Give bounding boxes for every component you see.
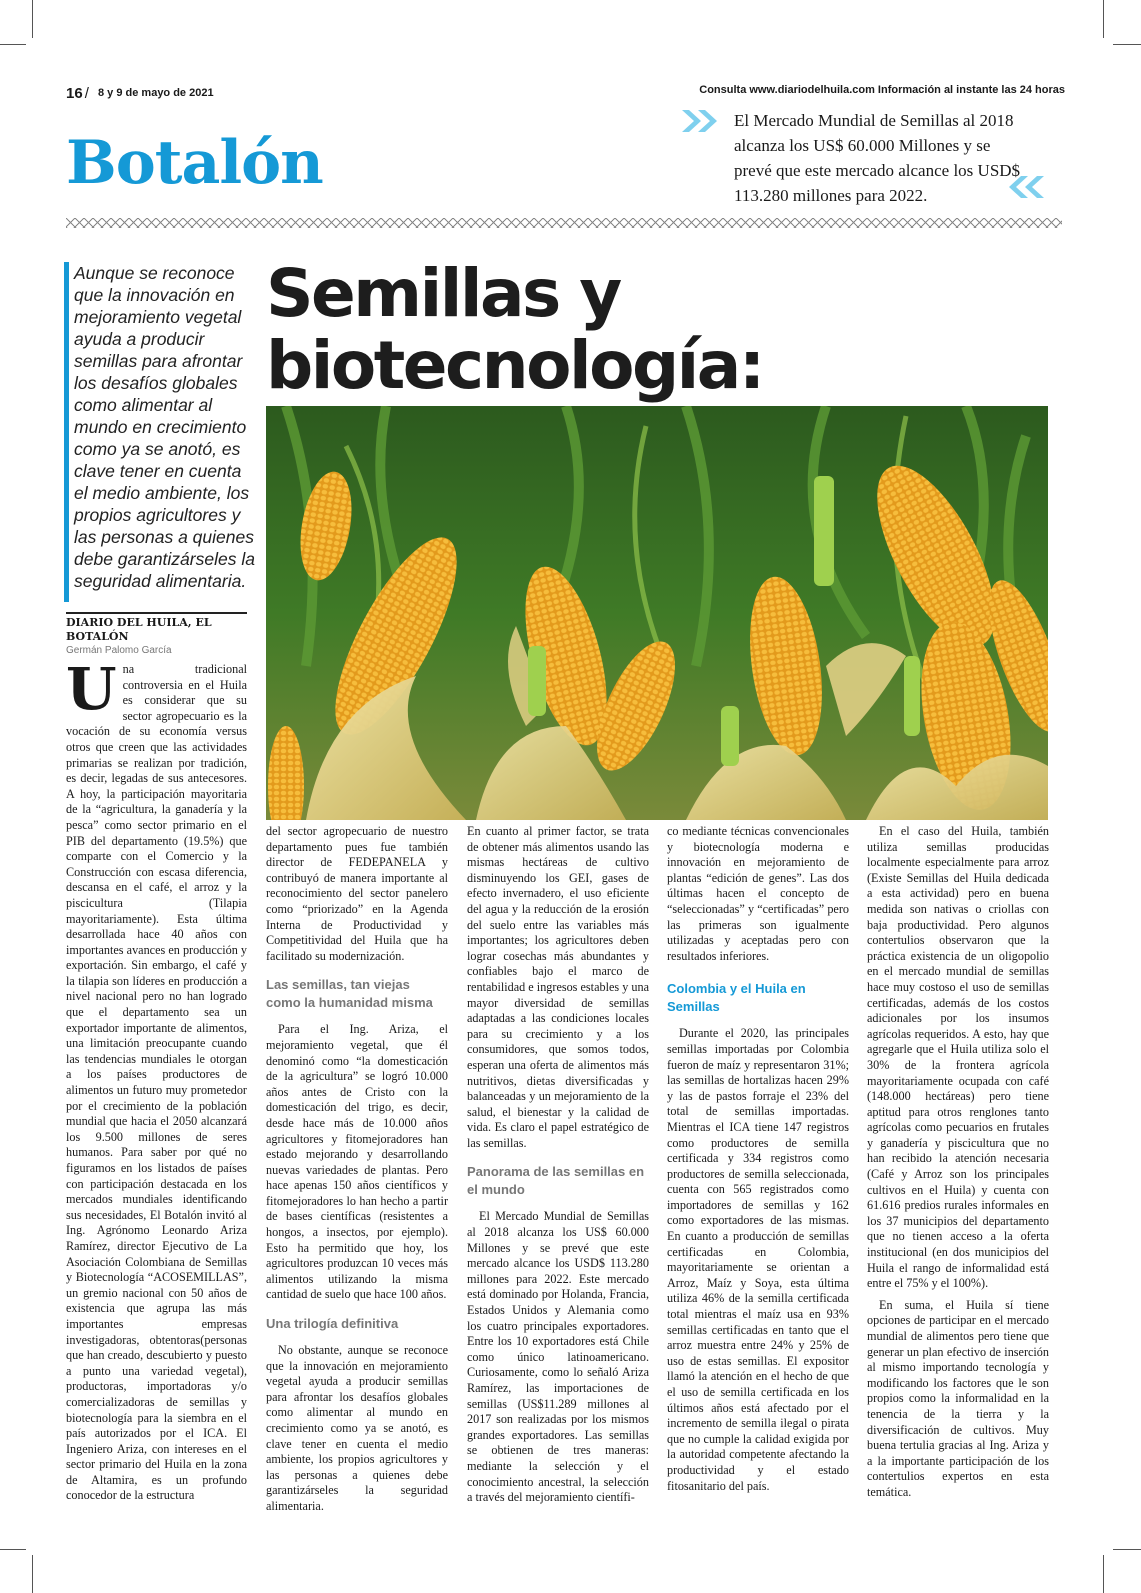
page-number: 16 / — [66, 85, 89, 102]
lede-quote: Aunque se reconoce que la innovación en mejoramiento vegetal ayuda a producir semillas para afrontar los desafíos globales como alimentar al mundo en crecimiento como ya se anotó, es clave tener en cuenta el medio ambiente, los propios agricultores y las personas a quienes debe garantizárseles la seguridad alimentaria. — [64, 262, 259, 602]
page-date: 8 y 9 de mayo de 2021 — [98, 87, 214, 99]
article-column-1 — [66, 655, 247, 1504]
paragraph: co mediante técnicas convencionales y biotecnología moderna e innovación en mejoramiento de plantas “edición de genes”. Las dos últimas hacen el concepto de “seleccionadas” y “certificadas” pero las primeras son igualmente utilizadas y aceptadas pero con resultados inferiores. — [667, 824, 849, 963]
subheading: Una trilogía definitiva — [266, 1316, 399, 1332]
crop-mark — [1103, 1555, 1104, 1593]
divider — [66, 218, 1062, 228]
headline: Semillas y biotecnología: — [266, 255, 763, 404]
crop-mark — [0, 44, 26, 45]
paragraph: Para el Ing. Ariza, el mejoramiento vegetal, que él denominó como “la domesticación de la agricultura” se logró 10.000 años antes de Cristo con la domesticación del trigo, es decir, desde hace más de 10.000 años agricultores y fitomejoradores han estado mejorando y desarrollando nuevas variedades de plantas. Pero hace apenas 150 años científicos y fitomejoradores lo han hecho a partir de bases científicas (resistentes a hongos, a insectos, por ejemplo). Esto ha permitido que hoy, los agricultores produzcan 10 veces más alimentos utilizando la misma cantidad de suelo que hace 100 años. — [266, 1022, 448, 1302]
subheading: Las semillas, tan viejas como la humanidad misma — [266, 977, 433, 1011]
article-column-5 — [867, 824, 1049, 1501]
corn-photo — [266, 406, 1048, 820]
crop-mark — [32, 0, 33, 38]
chevron-right-icon — [680, 106, 722, 136]
chevron-left-icon — [1004, 172, 1046, 202]
paragraph: na tradicional controversia en el Huila es considerar que su sector agropecuario es la vocación de su economía versus otros que creen que las actividades primarias se realizan por tradición, es decir, legadas de sus antecesores. A hoy, la participación mayoritaria de la “agricultura, la ganadería y la pesca” como sector primario en el PIB del departamento (19.5%) que comparte con el Comercio y la Construcción con escasa diferencia, descansa en el café, el arroz y la piscicultura (Tilapia mayoritariamente). Esta última desarrollada hace 40 años con importantes avances en producción y exportación. Sin embargo, el café y la tilapia son líderes en producción a nivel nacional pero no han logrado que el departamento sea un exportador importante de alimentos, una limitación preocupante cuando las tendencias mundiales le otorgan a los países productores de alimentos un futuro muy prometedor por el crecimiento de la población mundial que hacia el 2050 alcanzará los 9.500 millones de seres humanos. Para saber por qué no figuramos en los listados de países con participación destacada en los mercados mundiales identificando sus necesidades, El Botalón invitó al Ing. Agrónomo Leonardo Ariza Ramírez, director Ejecutivo de La Asociación Colombiana de Semillas y Biotecnología “ACOSEMILLAS”, un gremio nacional con 50 años de existencia que agrupa las más importantes empresas investigadoras, obtentoras(personas que han creado, descubierto y puesto a punto una variedad vegetal), productoras, importadoras y/o comercializadoras de semillas y biotecnología para la siembra en el país autorizados por el ICA. El Ingeniero Ariza, con intereses en el sector primario del Huila en la zona de Altamira, es un profundo conocedor de la estructura — [66, 662, 247, 1503]
crop-mark — [0, 1549, 26, 1550]
article-column-4 — [667, 824, 849, 1494]
paragraph: del sector agropecuario de nuestro departamento pues fue también director de FEDEPANELA y contribuyó de manera importante al reconocimiento del sector panelero como “priorizado” en la Agenda Interna de Productividad y Competitividad del Huila que ha facilitado su modernización. — [266, 824, 448, 963]
subheading: Colombia y el Huila en Semillas — [667, 981, 806, 1015]
crop-mark — [1113, 1549, 1141, 1550]
paragraph: No obstante, aunque se reconoce que la innovación en mejoramiento vegetal ayuda a producir semillas para afrontar los desafíos globales como alimentar al mundo en crecimiento como ya se anotó, es clave tener en cuenta el medio ambiente, los propios agricultores y las personas a quienes debe garantizárseles la seguridad alimentaria. — [266, 1343, 448, 1513]
article-column-3 — [467, 824, 649, 1506]
crop-mark — [32, 1555, 33, 1593]
paragraph: En suma, el Huila sí tiene opciones de participar en el mercado mundial de alimentos pero tiene que generar un plan efectivo de inserción al mismo importando tecnología y modificando los factores que le son propios como la informalidad en la tenencia de la tierra y la diversificación de cultivos. Muy buena tertulia gracias al Ing. Ariza y a la importante participación de los contertulios expertos en esta temática. — [867, 1297, 1049, 1499]
paragraph: En el caso del Huila, también utiliza semillas producidas localmente especialmente para arroz (Existe Semillas del Huila dedicada a esta actividad) pero en buena medida son nativas o criollas con baja productividad. Pero algunos contertulios observaron que la práctica existencia de un oligopolio en el mercado mundial de semillas hace muy costoso el uso de semillas certificadas, además de los costos adicionales por los insumos agrícolas requeridos. A esto, hay que agregarle que el Huila utiliza solo el 30% de la frontera agrícola mayoritariamente ocupada con café (148.000 hectáreas) pero tiene aptitud para otros renglones tanto agrícolas como pecuarios en frutales y ganadería y piscicultura que no han recibido la atención necesaria (Café y Arroz son los principales cultivos en el Huila) y cuenta con 61.616 predios rurales informales en los 37 municipios del departamento que no tienen acceso a la oferta institucional (en dos municipios del Huila el rango de informalidad está entre el 75% y el 100%). — [867, 824, 1049, 1291]
paragraph: El Mercado Mundial de Semillas al 2018 alcanza los US$ 60.000 Millones y se prevé que este mercado alcance los USD$ 113.280 millones para 2022. Este mercado está dominado por Holanda, Francia, Estados Unidos y Alemania como los cuatro principales exportadores. Entre los 10 exportadores está Chile como único latinoamericano. Curiosamente, como lo señaló Ariza Ramírez, las importaciones de semillas (US$11.289 millones al 2017 son realizadas por los mismos grandes exportadores. Las semillas se obtienen de tres maneras: mediante la selección y el conocimiento ancestral, la selección a través del mejoramiento científi- — [467, 1209, 649, 1505]
subheading: Panorama de las semillas en el mundo — [467, 1164, 645, 1198]
website-banner: Consulta www.diariodelhuila.com Información al instante las 24 horas — [699, 84, 1065, 96]
byline-rule — [66, 612, 247, 614]
article-column-2 — [266, 824, 448, 1515]
paragraph: Durante el 2020, las principales semillas importadas por Colombia fueron de maíz y representaron 31%; las semillas de hortalizas hacen 29% y las de pastos forraje el 23% del total de semillas importadas. Mientras el ICA tiene 147 registros como productores de semilla certificada y 334 registros como productores de semilla seleccionada, cuenta con 565 registrados como importadores de semillas y 162 como exportadores de las mismas. En cuanto a producción de semillas certificadas en Colombia, mayoritariamente se orientan a Arroz, Maíz y Soya, esta última utiliza 46% de la semilla certificada total mientras el maíz usa en 93% semillas certificadas en tanto que el arroz muestra entre 24% y 25% de uso de estas semillas. El expositor llamó la atención en el hecho de que el uso de semilla certificada en los últimos años está afectado por el incremento de semilla ilegal o pirata que no cumple la calidad exigida por la autoridad competente afectando la productividad y el estado fitosanitario del país. — [667, 1026, 849, 1493]
section-title: Botalón — [66, 128, 323, 198]
paragraph: En cuanto al primer factor, se trata de obtener más alimentos usando las mismas hectáreas de cultivo disminuyendo los GEI, gases de efecto invernadero, el uso eficiente del agua y la reducción de la erosión del suelo entre las variables más importantes; los agricultores deben lograr cosechas más abundantes y confiables bajo el marco de rentabilidad e ingresos estables y una mayor diversidad de semillas adaptadas a las condiciones locales para su crecimiento y a los consumidores, que somos todos, esperan una oferta de alimentos más nutritivos, dietas diversificadas y balanceadas y un mejoramiento de la salud, el bienestar y la calidad de vida. Es claro el papel estratégico de las semillas. — [467, 824, 649, 1150]
pull-quote: El Mercado Mundial de Semillas al 2018 alcanza los US$ 60.000 Millones y se prevé que este mercado alcance los USD$ 113.280 millones para 2022. — [734, 111, 1021, 205]
byline: DIARIO DEL HUILA, EL BOTALÓN — [66, 616, 212, 643]
author: Germán Palomo García — [66, 645, 172, 656]
crop-mark — [1103, 0, 1104, 38]
crop-mark — [1113, 44, 1141, 45]
drop-cap: U — [66, 655, 117, 723]
